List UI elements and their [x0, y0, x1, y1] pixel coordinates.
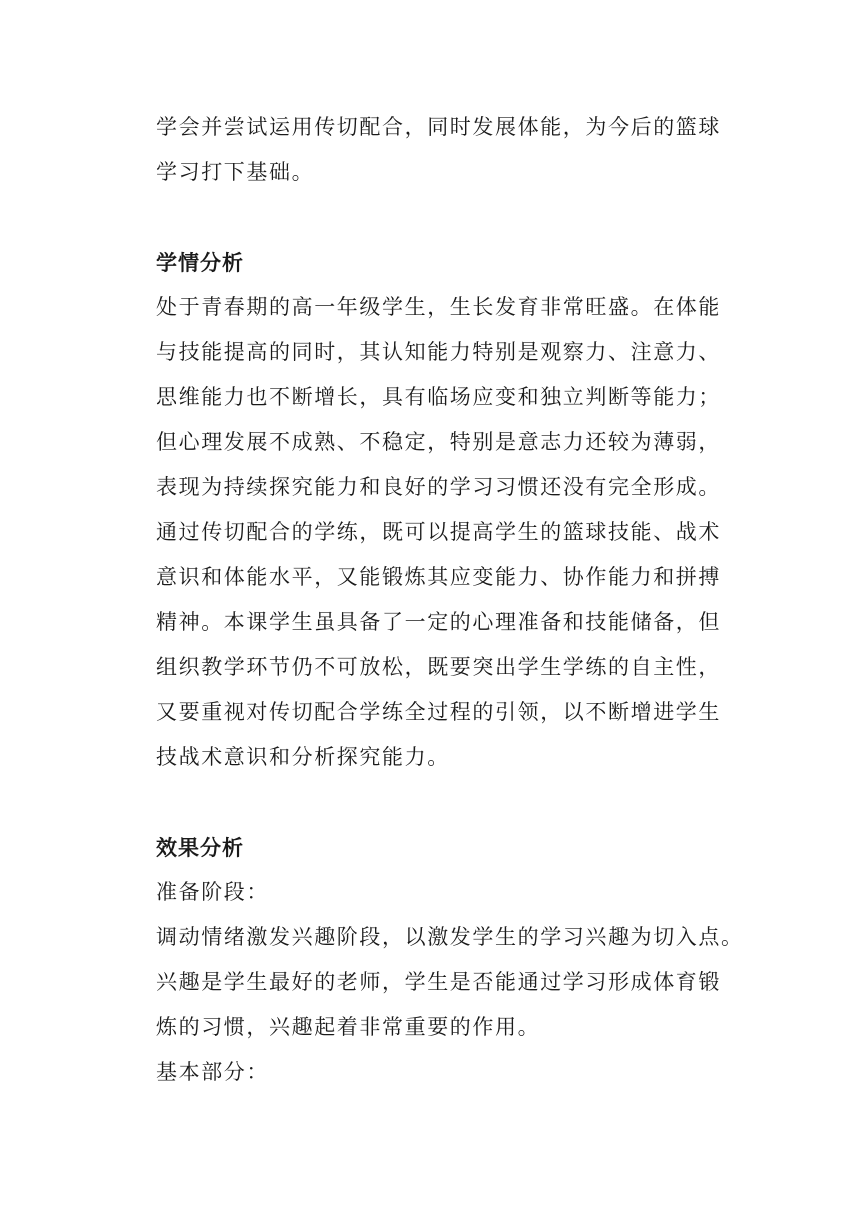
student-analysis-line-2: 与技能提高的同时，其认知能力特别是观察力、注意力、: [156, 340, 721, 364]
section-heading-effect-analysis: 效果分析: [156, 836, 244, 860]
intro-line-2: 学习打下基础。: [156, 160, 315, 184]
effect-analysis-line-1: 准备阶段：: [156, 880, 269, 904]
intro-line-1: 学会并尝试运用传切配合，同时发展体能，为今后的篮球: [156, 115, 721, 139]
student-analysis-line-6: 通过传切配合的学练，既可以提高学生的篮球技能、战术: [156, 520, 721, 544]
student-analysis-line-3: 思维能力也不断增长，具有临场应变和独立判断等能力；: [156, 385, 721, 409]
effect-analysis-line-2: 调动情绪激发兴趣阶段，以激发学生的学习兴趣为切入点。: [156, 925, 744, 949]
student-analysis-line-11: 技战术意识和分析探究能力。: [156, 745, 450, 769]
student-analysis-line-4: 但心理发展不成熟、不稳定，特别是意志力还较为薄弱，: [156, 430, 721, 454]
section-heading-student-analysis: 学情分析: [156, 251, 244, 275]
effect-analysis-line-4: 炼的习惯，兴趣起着非常重要的作用。: [156, 1015, 541, 1039]
student-analysis-line-5: 表现为持续探究能力和良好的学习习惯还没有完全形成。: [156, 475, 721, 499]
effect-analysis-line-5: 基本部分：: [156, 1060, 269, 1084]
student-analysis-line-10: 又要重视对传切配合学练全过程的引领，以不断增进学生: [156, 700, 721, 724]
student-analysis-line-8: 精神。本课学生虽具备了一定的心理准备和技能储备，但: [156, 610, 721, 634]
student-analysis-line-9: 组织教学环节仍不可放松，既要突出学生学练的自主性，: [156, 655, 721, 679]
student-analysis-line-1: 处于青春期的高一年级学生，生长发育非常旺盛。在体能: [156, 295, 721, 319]
student-analysis-line-7: 意识和体能水平，又能锻炼其应变能力、协作能力和拼搏: [156, 565, 721, 589]
effect-analysis-line-3: 兴趣是学生最好的老师，学生是否能通过学习形成体育锻: [156, 970, 721, 994]
